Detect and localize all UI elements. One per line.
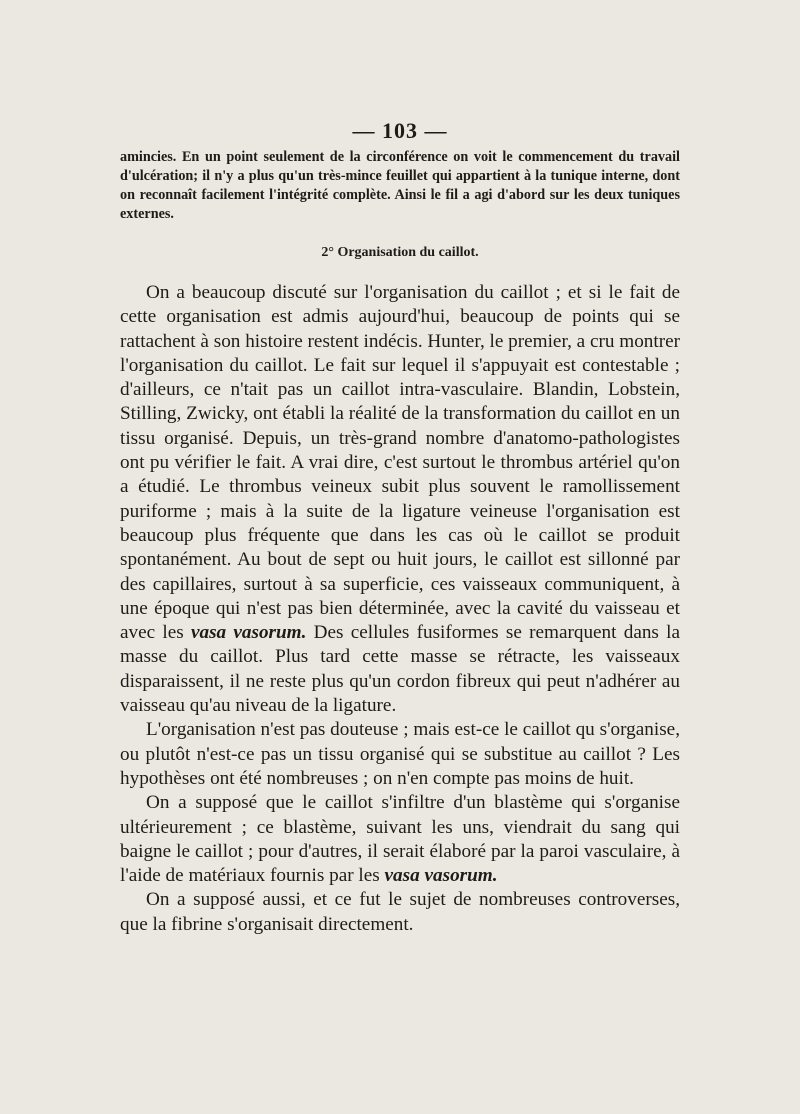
page-number: — 103 —: [352, 118, 448, 143]
paragraph-3: [120, 791, 680, 888]
paragraph-1-text: On a beaucoup discuté sur l'organisation du caillot ; et si le fait de cette organisation est admis aujourd'hui, beaucoup de points qui se rattachent à son histoire restent indécis. Hunter, le premier, a cru montrer l'organisation du caillot. Le fait sur lequel il s'appuyait est contestable ; d'ailleurs, ce n'tait pas un caillot intra-vasculaire. Blandin, Lobstein, Stilling, Zwicky, ont établi la réalité de la transformation du caillot en un tissu organisé. Depuis, un très-grand nombre d'anatomo-pathologistes ont pu vérifier le fait. A vrai dire, c'est surtout le thrombus artériel qu'on a étudié. Le thrombus veineux subit plus souvent le ramollissement puriforme ; mais à la suite de la ligature veineuse l'organisation est beaucoup plus fréquente que dans les cas où le caillot se produit spontanément. Au bout de sept ou huit jours, le caillot est sillonné par des capillaires, surtout à sa superficie, ces vaisseaux communiquent, à une époque qui n'est pas bien déterminée, avec la cavité du vaisseau et avec les: [120, 282, 681, 644]
paragraph-1: [120, 281, 680, 718]
paragraph-1-text-after: Des cellules fusiformes se remarquent dans la masse du caillot. Plus tard cette masse se rétracte, les vaisseaux disparaissent, il ne reste plus qu'un cordon fibreux qui peut n'adhérer au vaisseau qu'au niveau de la ligature.: [120, 622, 680, 717]
paragraph-3-italic: vasa vasorum.: [384, 865, 498, 887]
paragraph-1-italic: vasa vasorum.: [190, 622, 307, 644]
section-heading: 2° Organisation du caillot.: [321, 245, 479, 260]
intro-block: [120, 148, 680, 224]
body-text: [120, 281, 680, 937]
paragraph-2: [120, 718, 680, 791]
paragraph-3-text: On a supposé que le caillot s'infiltre d'un blastème qui s'organise ultérieurement ; ce blastème, suivant les uns, viendrait du sang qui baigne le caillot ; pour d'autres, il serait élaboré par la paroi vasculaire, à l'aide de matériaux fournis par les: [120, 792, 680, 887]
intro-paragraph: amincies. En un point seulement de la circonférence on voit le commencement du travail d'ulcération; il n'y a plus qu'un très-mince feuillet qui appartient à la tunique interne, dont on reconnaît facilement l'intégrité complète. Ainsi le fil a agi d'abord sur les deux tuniques externes.: [120, 149, 680, 222]
paragraph-2-text: L'organisation n'est pas douteuse ; mais est-ce le caillot qu s'organise, ou plutôt n'est-ce pas un tissu organisé qui se substitue au caillot ? Les hypothèses ont été nombreuses ; on n'en compte pas moins de huit.: [120, 719, 680, 789]
paragraph-4: [120, 888, 680, 937]
paragraph-4-text: On a supposé aussi, et ce fut le sujet de nombreuses controverses, que la fibrine s'organisait directement.: [120, 889, 680, 935]
